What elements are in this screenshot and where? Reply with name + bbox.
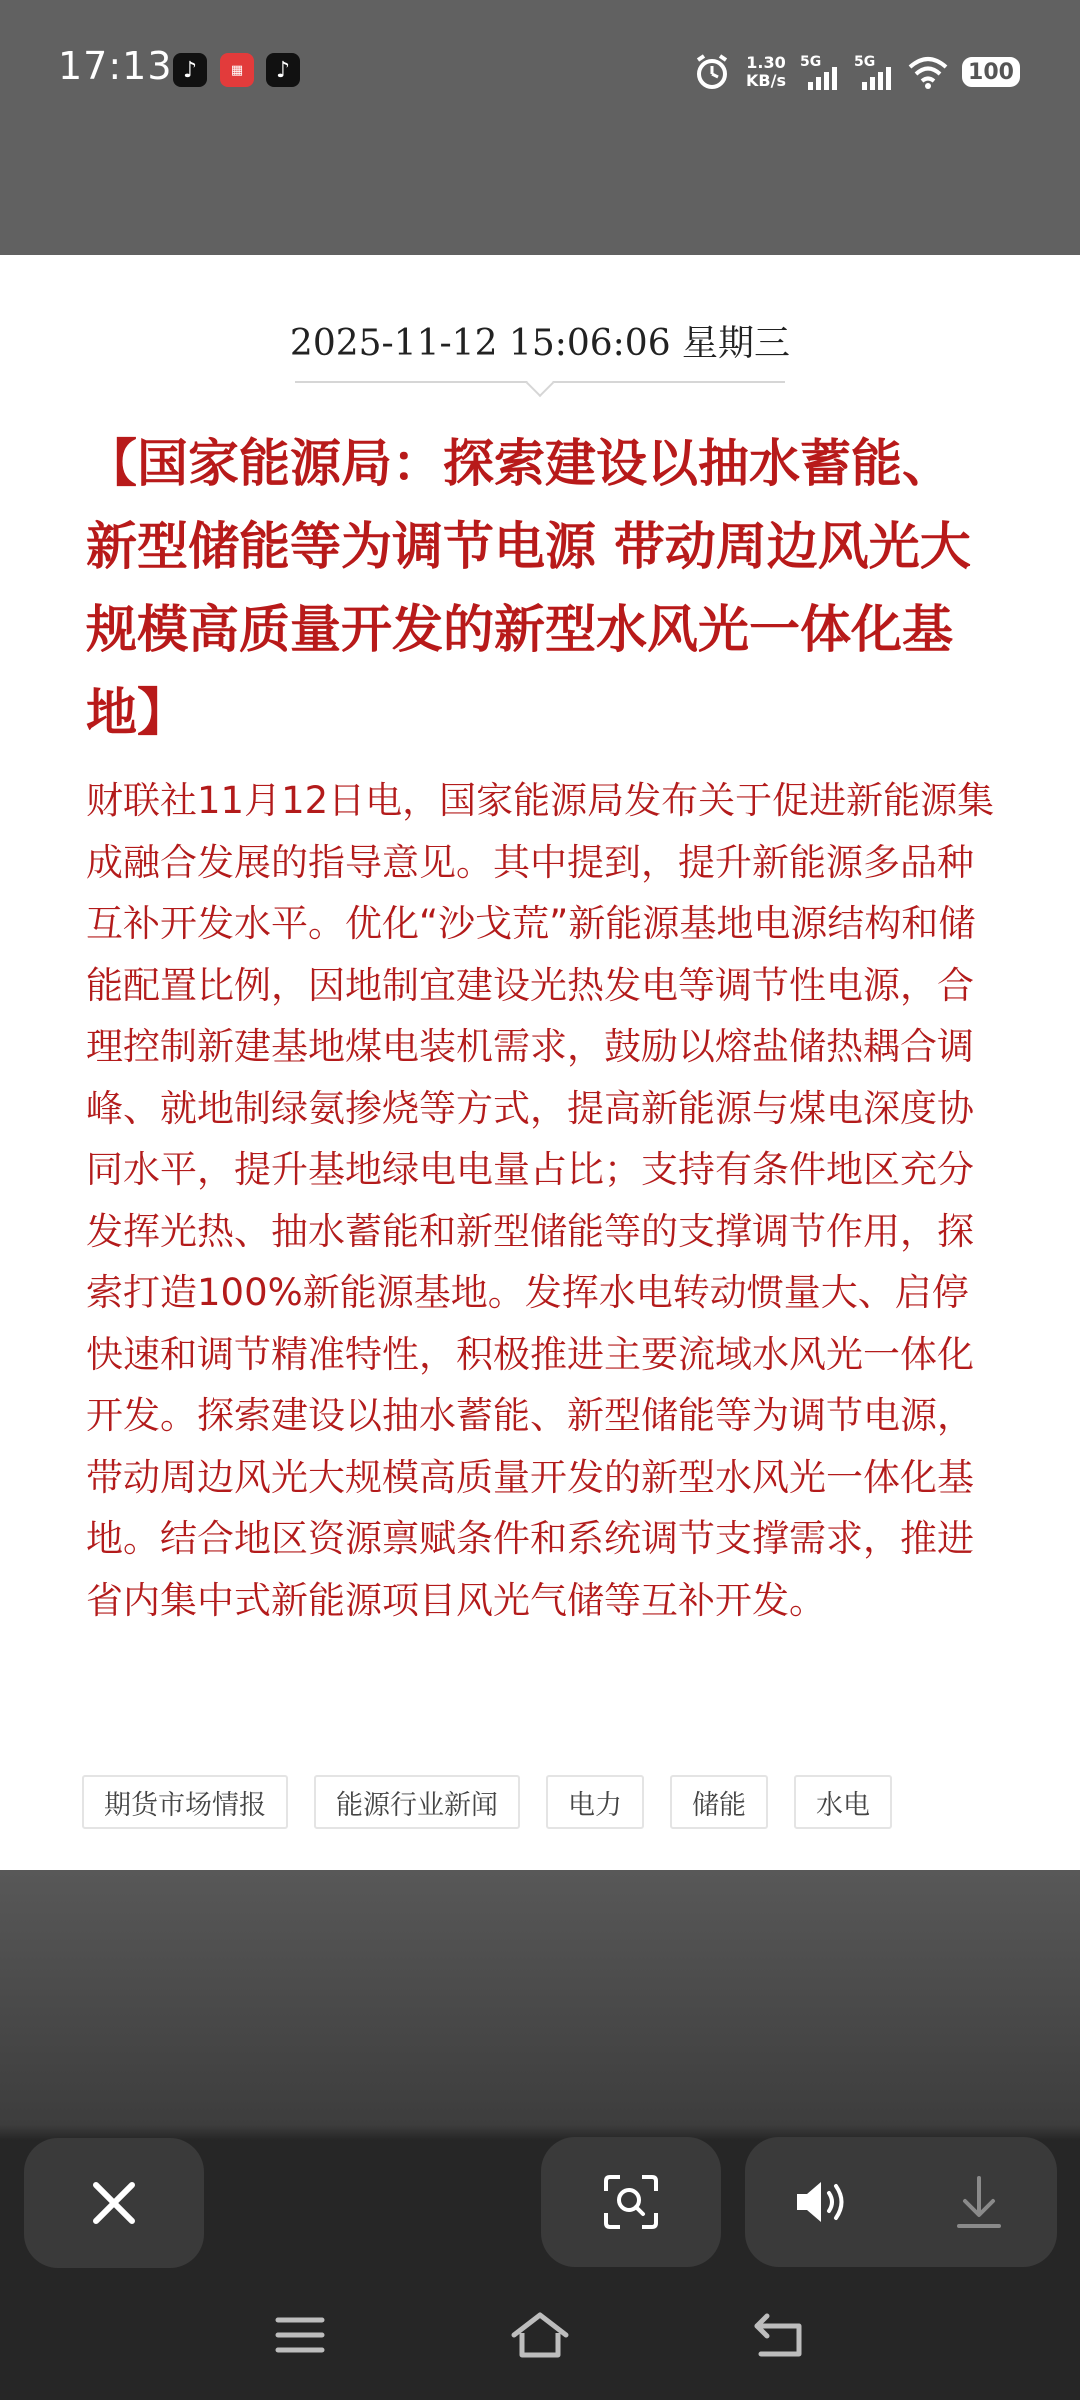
media-controls xyxy=(745,2137,1057,2267)
speaker-icon xyxy=(793,2177,853,2227)
nav-menu-button[interactable] xyxy=(270,2310,330,2360)
scan-button[interactable] xyxy=(541,2137,721,2267)
article-card xyxy=(0,255,1080,1870)
battery-indicator: 100 xyxy=(962,57,1020,87)
close-button[interactable] xyxy=(24,2138,204,2268)
sim1-label: 5G xyxy=(800,54,822,70)
back-icon xyxy=(753,2312,807,2358)
network-speed xyxy=(746,54,786,90)
signal-sim1-icon xyxy=(800,54,840,90)
tag-list xyxy=(82,1775,892,1829)
tag-chip[interactable]: 水电 xyxy=(794,1775,892,1829)
status-bar xyxy=(0,0,1080,140)
tag-chip[interactable]: 储能 xyxy=(670,1775,768,1829)
nav-back-button[interactable] xyxy=(750,2310,810,2360)
menu-icon xyxy=(275,2315,325,2355)
nav-home-button[interactable] xyxy=(510,2310,570,2360)
article-body: 财联社11月12日电，国家能源局发布关于促进新能源集成融合发展的指导意见。其中提到，提升新能源多品种互补开发水平。优化“沙戈荒”新能源基地电源结构和储能配置比例，因地制宜建设光热发电等调节性电源，合理控制新建基地煤电装机需求，鼓励以熔盐储热耦合调峰、就地制绿氨掺烧等方式，提高新能源与煤电深度协同水平，提升基地绿电电量占比；支持有条件地区充分发挥光热、抽水蓄能和新型储能等的支撑调节作用，探索打造100%新能源基地。发挥水电转动惯量大、启停快速和调节精准特性，积极推进主要流域水风光一体化开发。探索建设以抽水蓄能、新型储能等为调节电源，带动周边风光大规模高质量开发的新型水风光一体化基地。结合地区资源禀赋条件和系统调节支撑需求，推进省内集中式新能源项目风光气储等互补开发。 xyxy=(86,779,995,1622)
scan-search-icon xyxy=(602,2173,660,2231)
article-headline: 【国家能源局：探索建设以抽水蓄能、新型储能等为调节电源 带动周边风光大规模高质量开发的新型水风光一体化基地】 xyxy=(86,434,971,743)
tag-chip[interactable]: 电力 xyxy=(546,1775,644,1829)
tiktok-lite-icon: ♪ xyxy=(266,53,300,87)
close-icon xyxy=(89,2178,139,2228)
status-indicators xyxy=(692,48,1020,96)
speaker-button[interactable] xyxy=(748,2137,898,2267)
signal-sim2-icon xyxy=(854,54,894,90)
tag-chip[interactable]: 期货市场情报 xyxy=(82,1775,288,1829)
download-button[interactable] xyxy=(904,2137,1054,2267)
network-speed-unit: KB/s xyxy=(746,71,786,90)
tiktok-icon: ♪ xyxy=(173,53,207,87)
datetime-caret xyxy=(526,369,554,397)
network-speed-value: 1.30 xyxy=(746,53,786,72)
download-icon xyxy=(955,2174,1003,2230)
alarm-icon xyxy=(692,52,732,92)
wifi-icon xyxy=(908,55,948,89)
news-app-icon: ▦ xyxy=(220,53,254,87)
home-icon xyxy=(510,2311,570,2359)
sim2-label: 5G xyxy=(854,54,876,70)
status-time: 17:13 xyxy=(58,44,173,88)
article-datetime: 2025-11-12 15:06:06 星期三 xyxy=(289,323,791,364)
tag-chip[interactable]: 能源行业新闻 xyxy=(314,1775,520,1829)
